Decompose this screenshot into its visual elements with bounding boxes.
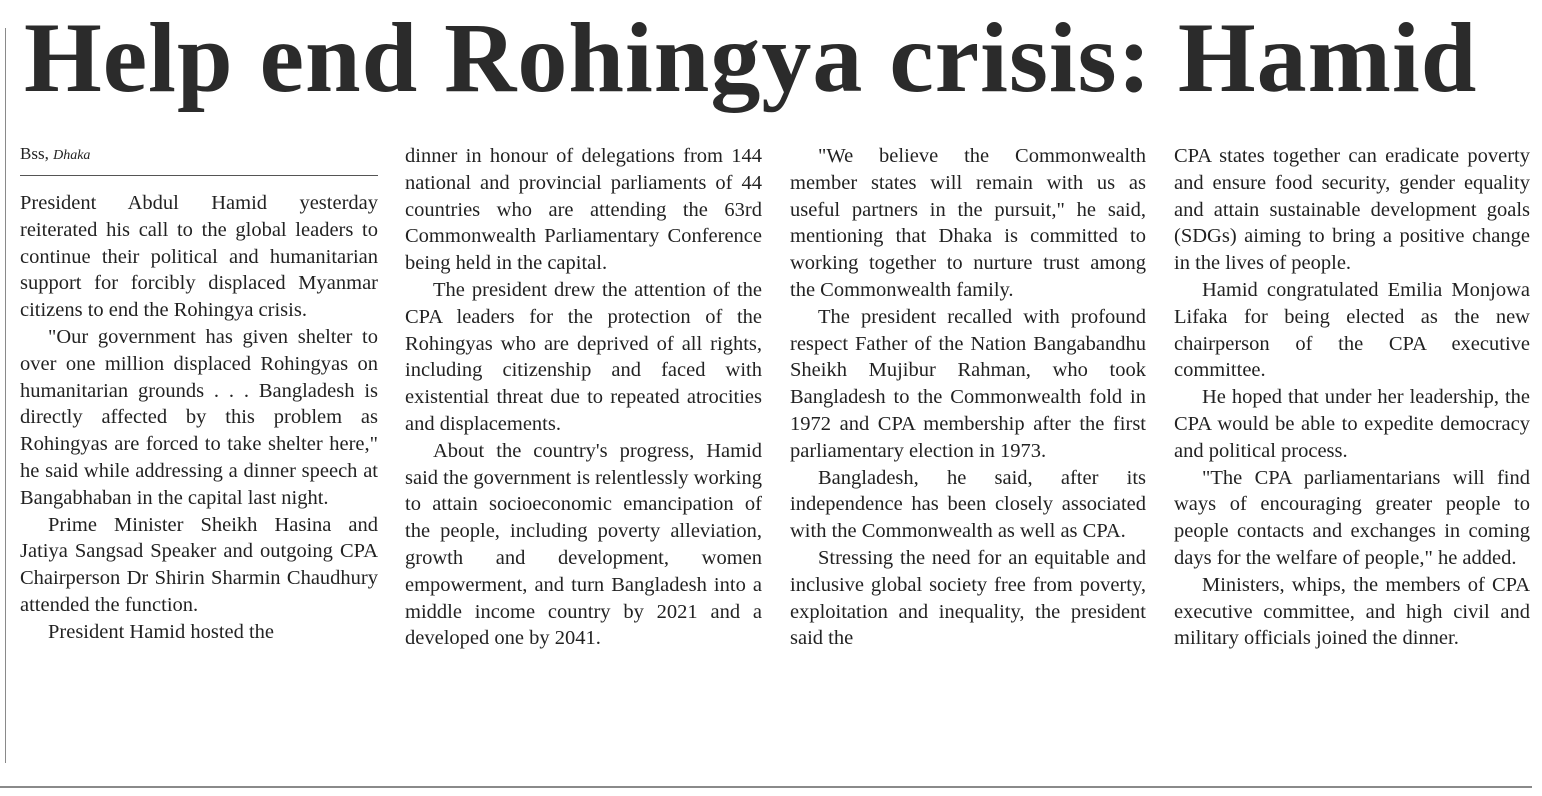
paragraph: President Hamid hosted the (48, 620, 275, 643)
paragraph: "We believe the Commonwealth member states will remain with us as useful partners in the pursuit," he said, mentioning that Dhaka is committed to working together to nurture trust among the Commonwealth family. (790, 145, 1146, 301)
headline: Help end Rohingya crisis: Hamid (24, 2, 1478, 113)
paragraph: Stressing the need for an equitable and inclusive global society free from poverty, exploitation and inequality, the president said the (790, 546, 1146, 650)
paragraph: The president drew the attention of the CPA leaders for the protection of the Rohingyas who are deprived of all rights, including citizenship and faced with existential threat due to repeated atrocities and displacements. (405, 278, 762, 435)
article-column-1 (20, 143, 378, 646)
paragraph: Ministers, whips, the members of CPA executive committee, and high civil and military officials joined the dinner. (1174, 573, 1530, 650)
paragraph: The president recalled with profound respect Father of the Nation Bangabandhu Sheikh Mujibur Rahman, who took Bangladesh to the Commonwealth fold in 1972 and CPA membership after the first parliamentary election in 1973. (790, 305, 1146, 462)
article-column-3 (790, 143, 1146, 652)
paragraph: Prime Minister Sheikh Hasina and Jatiya Sangsad Speaker and outgoing CPA Chairperson Dr Shirin Sharmin Chaudhury attended the function. (20, 513, 378, 616)
paragraph: Hamid congratulated Emilia Monjowa Lifaka for being elected as the new chairperson of the CPA executive committee. (1174, 278, 1530, 382)
paragraph: He hoped that under her leadership, the CPA would be able to expedite democracy and political process. (1174, 386, 1530, 462)
byline (20, 143, 378, 176)
left-column-rule (5, 28, 6, 763)
paragraph: dinner in honour of delegations from 144 national and provincial parliaments of 44 countries who are attending the 63rd Commonwealth Parliamentary Conference being held in the capital. (405, 145, 762, 275)
bottom-rule (0, 786, 1532, 788)
byline-place: Dhaka (53, 148, 91, 163)
article-column-4 (1174, 143, 1530, 652)
paragraph: Bangladesh, he said, after its independence has been closely associated with the Commonwealth as well as CPA. (790, 466, 1146, 543)
paragraph: "Our government has given shelter to over one million displaced Rohingyas on humanitarian grounds . . . Bangladesh is directly affected by this problem as Rohingyas are forced to take shelter here," he said while addressing a dinner speech at Bangabhaban in the capital last night. (20, 325, 378, 509)
byline-agency: Bss, (20, 144, 49, 163)
paragraph: "The CPA parliamentarians will find ways of encouraging greater people to people contacts and exchanges in coming days for the welfare of people," he added. (1174, 466, 1530, 569)
paragraph: About the country's progress, Hamid said the government is relentlessly working to attain socioeconomic emancipation of the people, including poverty alleviation, growth and development, women empowerment, and turn Bangladesh into a middle income country by 2021 and a developed one by 2041. (405, 439, 762, 650)
paragraph: President Abdul Hamid yesterday reiterated his call to the global leaders to continue their political and humanitarian support for forcibly displaced Myanmar citizens to end the Rohingya crisis. (20, 192, 378, 322)
paragraph: CPA states together can eradicate poverty and ensure food security, gender equality and attain sustainable development goals (SDGs) aiming to bring a positive change in the lives of people. (1174, 145, 1530, 275)
article-column-2 (405, 143, 762, 652)
